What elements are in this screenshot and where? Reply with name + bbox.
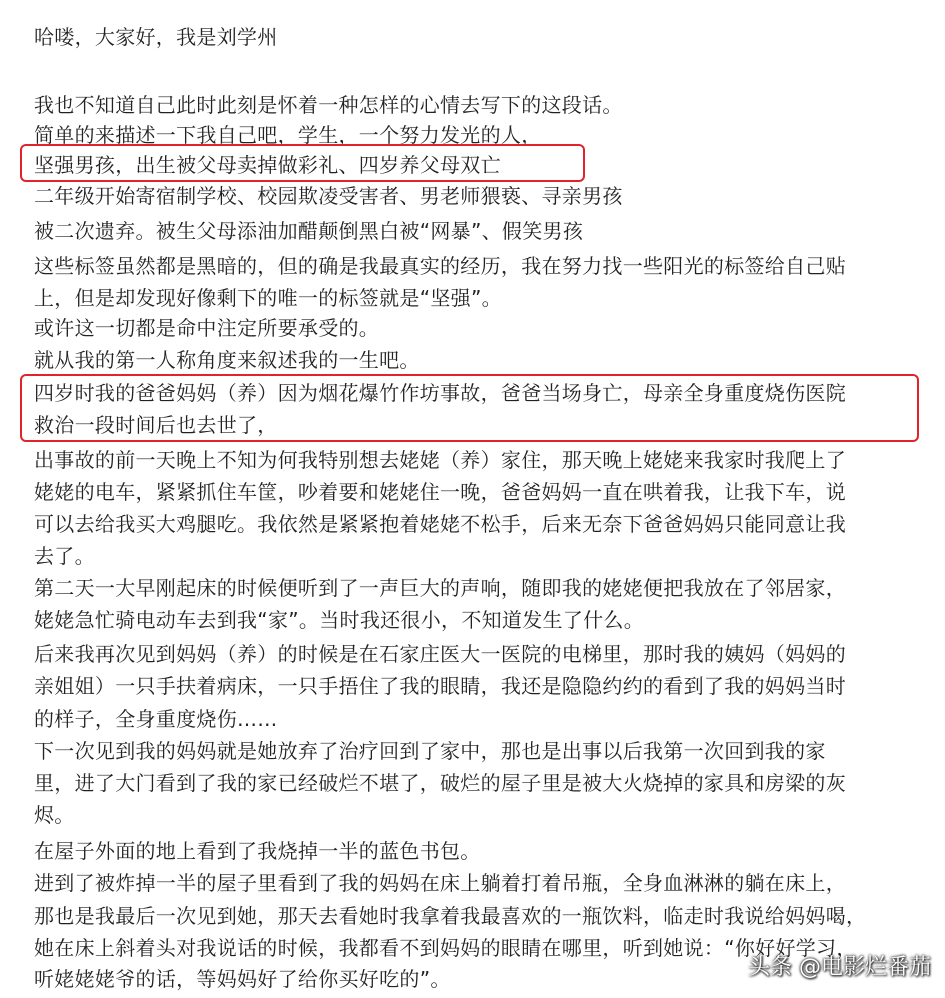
text-line-17: 第二天一大早刚起床的时候便听到了一声巨大的声响，随即我的姥姥便把我放在了邻居家， bbox=[34, 576, 846, 600]
text-line-1: 哈喽，大家好，我是刘学州 bbox=[34, 25, 278, 49]
text-line-6: 被二次遗弃。被生父母添油加醋颠倒黑白被“网暴”、假笑男孩 bbox=[34, 219, 584, 243]
text-line-18: 姥姥急忙骑电动车去到我“家”。当时我还很小，不知道发生了什么。 bbox=[34, 608, 645, 632]
text-line-4: 坚强男孩，出生被父母卖掉做彩礼、四岁养父母双亡 bbox=[34, 153, 501, 177]
text-line-19: 后来我再次见到妈妈（养）的时候是在石家庄医大一医院的电梯里，那时我的姨妈（妈妈的 bbox=[34, 642, 846, 666]
text-line-21: 的样子，全身重度烧伤…… bbox=[34, 707, 278, 731]
watermark: 头条 @电影烂番茄 bbox=[748, 955, 931, 980]
text-line-25: 在屋子外面的地上看到了我烧掉一半的蓝色书包。 bbox=[34, 839, 481, 863]
text-line-8: 上，但是却发现好像剩下的唯一的标签就是“坚强”。 bbox=[34, 286, 502, 310]
text-line-24: 烬。 bbox=[34, 803, 75, 827]
text-line-13: 出事故的前一天晚上不知为何我特别想去姥姥（养）家住，那天晚上姥姥来我家时我爬上了 bbox=[34, 448, 846, 472]
text-line-3: 简单的来描述一下我自己吧，学生，一个努力发光的人， bbox=[34, 123, 542, 147]
text-line-26: 进到了被炸掉一半的屋子里看到了我的妈妈在床上躺着打着吊瓶，全身血淋淋的躺在床上， bbox=[34, 871, 846, 895]
text-line-29: 听姥姥姥爷的话，等妈妈好了给你买好吃的”。 bbox=[34, 967, 451, 991]
text-line-27: 那也是我最后一次见到她，那天去看她时我拿着我最喜欢的一瓶饮料，临走时我说给妈妈喝， bbox=[34, 904, 867, 928]
highlight-box-2 bbox=[20, 374, 919, 442]
text-line-9: 或许这一切都是命中注定所要承受的。 bbox=[34, 316, 380, 340]
text-line-16: 去了。 bbox=[34, 544, 95, 568]
text-line-28: 她在床上斜着头对我说话的时候，我都看不到妈妈的眼睛在哪里，听到她说：“你好好学习， bbox=[34, 936, 857, 960]
text-line-12: 救治一段时间后也去世了， bbox=[34, 413, 278, 437]
text-line-5: 二年级开始寄宿制学校、校园欺凌受害者、男老师猥亵、寻亲男孩 bbox=[34, 184, 623, 208]
text-line-23: 里，进了大门看到了我的家已经破烂不堪了，破烂的屋子里是被大火烧掉的家具和房梁的灰 bbox=[34, 771, 846, 795]
text-line-20: 亲姐姐）一只手扶着病床，一只手捂住了我的眼睛，我还是隐隐约约的看到了我的妈妈当时 bbox=[34, 674, 846, 698]
text-line-15: 可以去给我买大鸡腿吃。我依然是紧紧抱着姥姥不松手，后来无奈下爸爸妈妈只能同意让我 bbox=[34, 512, 846, 536]
highlight-box-1 bbox=[20, 144, 585, 182]
text-line-10: 就从我的第一人称角度来叙述我的一生吧。 bbox=[34, 348, 420, 372]
text-line-2: 我也不知道自己此时此刻是怀着一种怎样的心情去写下的这段话。 bbox=[34, 93, 623, 117]
text-line-22: 下一次见到我的妈妈就是她放弃了治疗回到了家中，那也是出事以后我第一次回到我的家 bbox=[34, 739, 826, 763]
text-line-7: 这些标签虽然都是黑暗的，但的确是我最真实的经历，我在努力找一些阳光的标签给自己贴 bbox=[34, 254, 846, 278]
text-line-11: 四岁时我的爸爸妈妈（养）因为烟花爆竹作坊事故，爸爸当场身亡，母亲全身重度烧伤医院 bbox=[34, 381, 846, 405]
text-line-14: 姥姥的电车，紧紧抓住车筐，吵着要和姥姥住一晚，爸爸妈妈一直在哄着我，让我下车，说 bbox=[34, 480, 846, 504]
